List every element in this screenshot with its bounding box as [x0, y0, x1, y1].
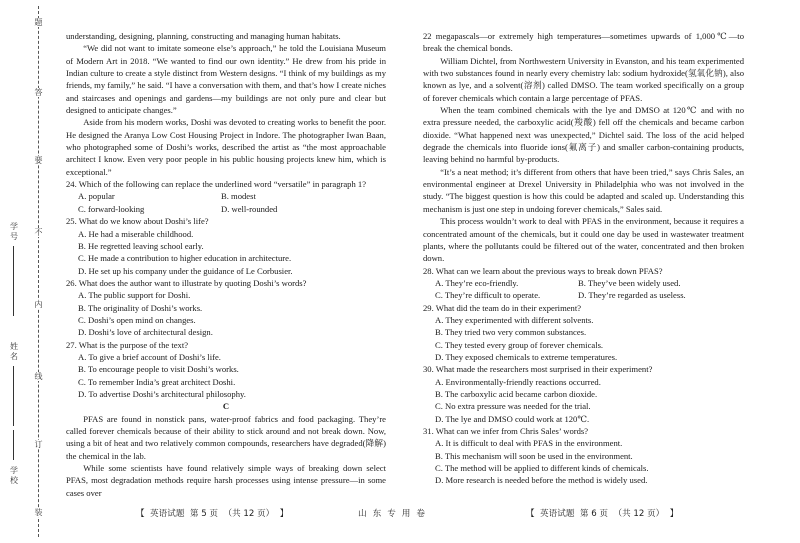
question-stem: 26. What does the author want to illustrate by quoting Doshi’s words? [66, 277, 307, 288]
question-25 [66, 215, 386, 277]
option-a[interactable]: A. They experimented with different solvents. [435, 314, 594, 325]
student-number-label: 学号 [10, 222, 18, 241]
option-d[interactable]: D. More research is needed before the method is widely used. [435, 475, 648, 486]
question-30 [423, 363, 744, 425]
question-stem: 31. What can we infer from Chris Sales’ words? [423, 426, 589, 436]
binding-label: 题 [34, 18, 43, 27]
question-stem: 30. What made the researchers most surprised in their experiment? [423, 364, 653, 375]
question-27 [66, 339, 386, 401]
question-stem: 28. What can we learn about the previous ways to break down PFAS? [423, 265, 663, 276]
question-stem: 25. What do we know about Doshi’s life? [66, 216, 209, 227]
option-d[interactable]: D. To advertise Doshi’s architectural philosophy. [78, 388, 246, 399]
option-d[interactable]: D. He set up his company under the guidance of Le Corbusier. [78, 265, 293, 276]
option-b[interactable]: B. They tried two very common substances. [435, 327, 587, 338]
section-c-title: C [222, 401, 230, 412]
question-stem: 24. Which of the following can replace the underlined word “versatile” in paragraph 1? [66, 179, 367, 190]
option-b[interactable]: B. modest [221, 191, 256, 202]
option-d[interactable]: D. They’re regarded as useless. [578, 290, 686, 301]
option-b[interactable]: B. This mechanism will soon be used in the environment. [435, 450, 633, 461]
binding-label: 内 [34, 300, 43, 309]
footer-page-5: 【 英语试题 第 5 页 （共 12 页） 】 [136, 509, 289, 519]
option-c[interactable]: C. He made a contribution to higher education in architecture. [78, 253, 292, 264]
binding-dashed-line [38, 6, 39, 537]
option-row [66, 190, 386, 202]
footer-page-6: 【 英语试题 第 6 页 （共 12 页） 】 [526, 509, 679, 519]
question-31 [423, 425, 744, 487]
binding-label: 订 [34, 440, 43, 449]
option-a[interactable]: A. popular [78, 191, 115, 202]
option-a[interactable]: A. He had a miserable childhood. [78, 228, 194, 239]
school-label: 学校 [10, 466, 18, 485]
passage-b-paragraph-2: “We did not want to imitate someone else’s approach,” he told the Louisiana Museum of Modern Art in 2018. “We wanted to find our own identity.” He drew from his pride in Indian culture to create a style distinct from Western designs. “I think of my buildings as my friends, my family,” he said. “I have a conversation with them, and that’s how I create niches and staircases and openings and gardens—my buildings are not only pure and clear but designed to anticipate changes.” [66, 43, 386, 116]
passage-c-paragraph-6: This process wouldn’t work to deal with PFAS in the environment, because it requires a concentrated amount of the chemicals, but it could one day be used in wastewater treatment plants, where the pollutants could be filtered out of the water, concentrated and then broken down. [423, 216, 744, 264]
binding-label: 不 [34, 228, 43, 237]
binding-margin [0, 0, 52, 543]
option-b[interactable]: B. He regretted leaving school early. [78, 240, 204, 251]
passage-c-paragraph-2-tail: 22 megapascals—or extremely high temperatures—sometimes upwards of 1,000℃—to break the chemical bonds. [423, 31, 744, 54]
question-stem: 27. What is the purpose of the text? [66, 339, 189, 350]
passage-b-paragraph-3: Aside from his modern works, Doshi was devoted to creating works to benefit the poor. He designed the Aranya Low Cost Housing Project in Indore. The photographer Iwan Baan, who photographed some of Doshi’s works, described the artist as “the most approachable architect I know. Even very poor people in his public housing projects knew him, which is exceptional.” [66, 117, 386, 177]
question-stem: 29. What did the team do in their experiment? [423, 302, 582, 313]
page-footer [66, 508, 744, 522]
option-d[interactable]: D. The lye and DMSO could work at 120℃. [435, 413, 590, 424]
option-c[interactable]: C. No extra pressure was needed for the trial. [435, 401, 591, 412]
question-29 [423, 302, 744, 364]
passage-c-paragraph-3: William Dichtel, from Northwestern University in Evanston, and his team experimented with two substances found in nearly every chemistry lab: sodium hydroxide(氢氧化钠), also known as lye, and a solvent(溶剂) called DMSO. The team worked specifically on a group of forever chemicals which contain a large percentage of PFAS. [423, 55, 744, 103]
binding-label: 要 [34, 156, 43, 165]
student-number-line[interactable] [13, 246, 14, 316]
option-a[interactable]: A. To give a brief account of Doshi’s life. [78, 351, 221, 362]
option-b[interactable]: B. The carboxylic acid became carbon dioxide. [435, 388, 598, 399]
option-d[interactable]: D. well-rounded [221, 203, 278, 214]
option-a[interactable]: A. The public support for Doshi. [78, 290, 191, 301]
option-b[interactable]: B. The originality of Doshi’s works. [78, 302, 203, 313]
option-c[interactable]: C. They’re difficult to operate. [435, 290, 541, 301]
question-24 [66, 178, 386, 215]
option-c[interactable]: C. To remember India’s great architect Doshi. [78, 376, 236, 387]
option-c[interactable]: C. The method will be applied to different kinds of chemicals. [435, 463, 649, 474]
option-b[interactable]: B. To encourage people to visit Doshi’s works. [78, 364, 239, 375]
option-d[interactable]: D. They exposed chemicals to extreme temperatures. [435, 351, 618, 362]
option-row [423, 277, 744, 289]
option-row [423, 289, 744, 301]
option-c[interactable]: C. They tested every group of forever chemicals. [435, 339, 604, 350]
question-26 [66, 277, 386, 339]
passage-c-paragraph-2: While some scientists have found relatively simple ways of breaking down select PFAS, most degradation methods require harsh processes using intense pressure—in some cases over [66, 463, 386, 498]
student-name-label: 姓名 [10, 342, 18, 361]
option-row [66, 203, 386, 215]
page-6-column [423, 30, 744, 487]
option-d[interactable]: D. Doshi’s love of architectural design. [78, 327, 213, 338]
question-28 [423, 265, 744, 302]
option-b[interactable]: B. They’ve been widely used. [578, 277, 681, 288]
passage-c-paragraph-1: PFAS are found in nonstick pans, water-proof fabrics and food packaging. They’re called forever chemicals because of their ability to stick around and not break down. Now, using a bit of heat and two relatively common compounds, researchers have degraded(降解) the chemical in the lab. [66, 413, 386, 461]
student-name-line[interactable] [13, 366, 14, 426]
passage-c-paragraph-5: “It’s a neat method; it’s different from others that have been tried,” says Chris Sales, an environmental engineer at Drexel University in Philadelphia who was not involved in the study. “The biggest question is how this could be adapted and scaled up. Understanding this mechanism is just one step in undoing forever chemicals,” Sales said. [423, 166, 744, 214]
option-a[interactable]: A. It is difficult to deal with PFAS in the environment. [435, 438, 623, 449]
option-a[interactable]: A. They’re eco-friendly. [435, 277, 519, 288]
passage-c-paragraph-4: When the team combined chemicals with the lye and DMSO at 120℃ and with no extra pressure needed, the carboxylic acid(羧酸) fell off the chemicals and became carbon dioxide. “What happened next was unexpected,” Dichtel said. The loss of the acid helped degrade the chemicals into fluoride ions(氟离子) and smaller carbon-containing products, leaving behind no harmful by-products. [423, 105, 744, 165]
option-a[interactable]: A. Environmentally-friendly reactions occurred. [435, 376, 601, 387]
option-c[interactable]: C. forward-looking [78, 203, 145, 214]
page-5-column [66, 30, 386, 499]
binding-label: 答 [34, 88, 43, 97]
binding-label: 装 [34, 508, 43, 517]
school-line[interactable] [13, 430, 14, 460]
passage-b-paragraph-1-tail: understanding, designing, planning, constructing and managing human habitats. [66, 31, 341, 41]
binding-label: 线 [34, 372, 43, 381]
option-c[interactable]: C. Doshi’s open mind on changes. [78, 314, 196, 325]
footer-edition-label: 山东专用卷 [358, 509, 431, 519]
